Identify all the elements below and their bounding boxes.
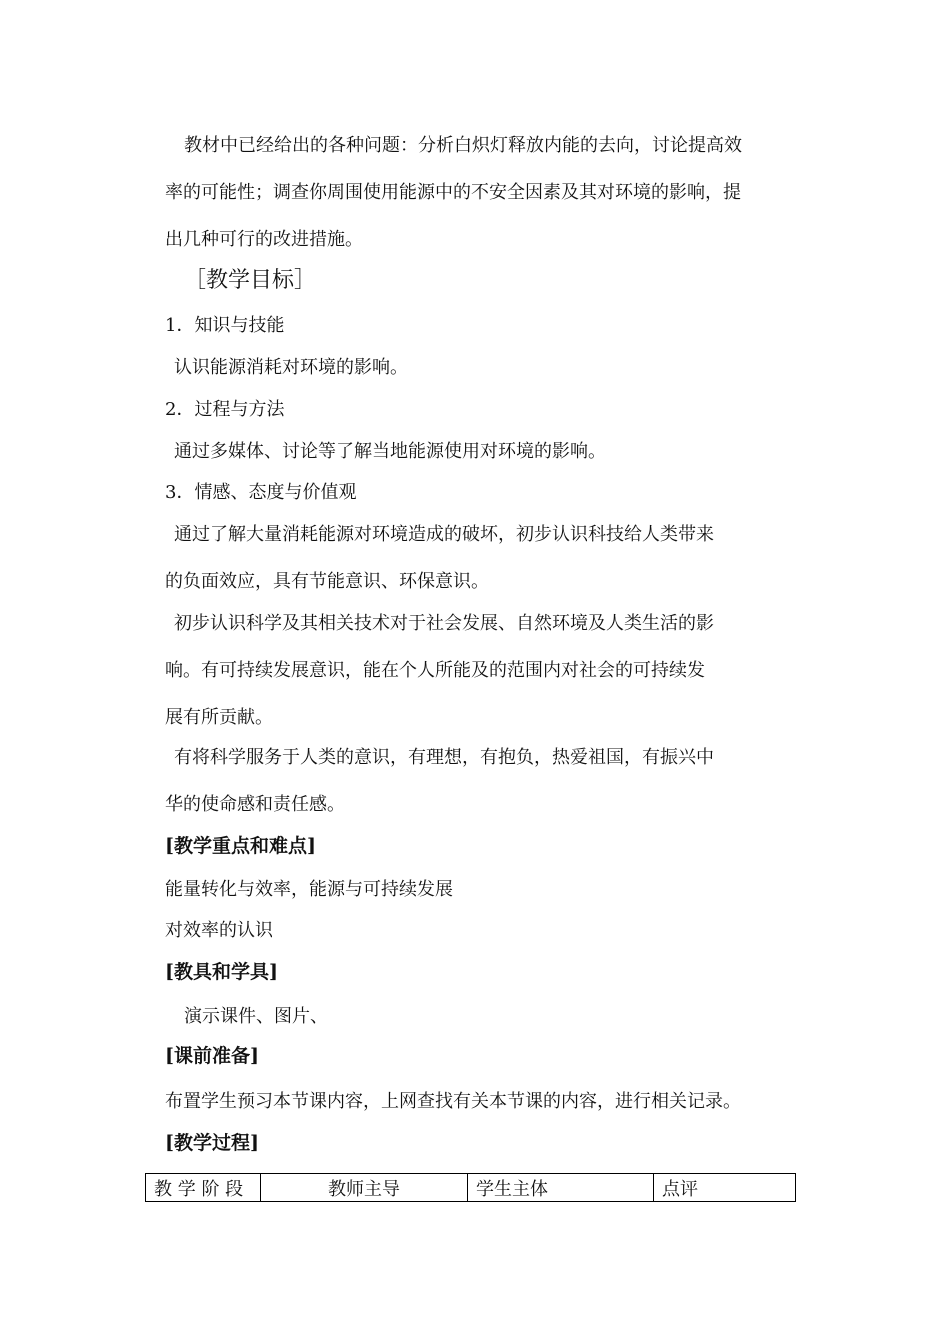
goal-emotion-p2-line2: 响。有可持续发展意识，能在个人所能及的范围内对社会的可持续发	[165, 660, 705, 681]
intro-line-3: 出几种可行的改进措施。	[165, 229, 363, 250]
goal-emotion-p1-line1: 通过了解大量消耗能源对环境造成的破坏，初步认识科技给人类带来	[174, 524, 714, 545]
keypoints-line-2: 对效率的认识	[165, 920, 273, 941]
section-title-prep: [课前准备]	[165, 1045, 259, 1067]
goal-emotion-p2-line1: 初步认识科学及其相关技术对于社会发展、自然环境及人类生活的影	[174, 613, 714, 634]
section-title-tools: [教具和学具]	[165, 961, 278, 983]
section-title-keypoints: [教学重点和难点]	[165, 835, 316, 857]
process-table	[145, 1173, 796, 1202]
header-cell-comment: 点评	[654, 1174, 796, 1202]
goal-knowledge-text: 认识能源消耗对环境的影响。	[174, 357, 408, 378]
keypoints-line-1: 能量转化与效率，能源与可持续发展	[165, 879, 453, 900]
header-cell-teacher: 教师主导	[261, 1174, 468, 1202]
goal-emotion-p2-line3: 展有所贡献。	[165, 707, 273, 728]
goal-emotion-p3-line1: 有将科学服务于人类的意识，有理想，有抱负，热爱祖国，有振兴中	[174, 747, 714, 768]
goal-process-heading: 2．过程与方法	[165, 399, 285, 420]
header-cell-stage: 教 学 阶 段	[146, 1174, 261, 1202]
header-cell-student: 学生主体	[468, 1174, 654, 1202]
goal-process-text: 通过多媒体、讨论等了解当地能源使用对环境的影响。	[174, 441, 606, 462]
goal-knowledge-heading: 1．知识与技能	[165, 315, 285, 336]
section-title-process: [教学过程]	[165, 1132, 259, 1154]
process-table-header-row	[146, 1174, 796, 1202]
goal-emotion-heading: 3．情感、态度与价值观	[165, 482, 357, 503]
intro-line-2: 率的可能性；调查你周围使用能源中的不安全因素及其对环境的影响，提	[165, 182, 741, 203]
section-title-goals: ［教学目标］	[184, 268, 317, 293]
prep-text: 布置学生预习本节课内容，上网查找有关本节课的内容，进行相关记录。	[165, 1091, 741, 1112]
goal-emotion-p3-line2: 华的使命感和责任感。	[165, 794, 345, 815]
intro-line-1: 教材中已经给出的各种问题：分析白炽灯释放内能的去向，讨论提高效	[184, 135, 742, 156]
tools-text: 演示课件、图片、	[184, 1006, 328, 1027]
goal-emotion-p1-line2: 的负面效应，具有节能意识、环保意识。	[165, 571, 489, 592]
